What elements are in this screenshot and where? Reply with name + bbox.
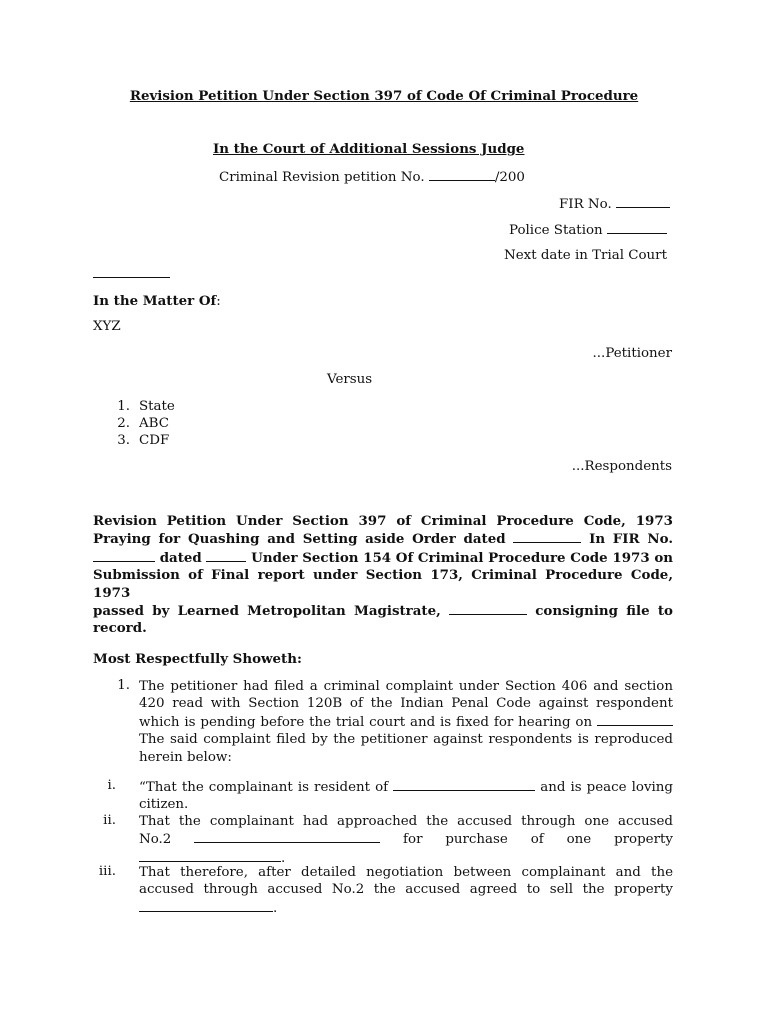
prayer-line-2 bbox=[93, 530, 673, 548]
paragraph-1 bbox=[139, 678, 673, 766]
paragraph-1-line-1: The petitioner had filed a criminal complaint under Section 406 and section bbox=[139, 679, 673, 694]
accused-name-blank bbox=[194, 830, 380, 843]
prayer-section-text: Under Section 154 Of Criminal Procedure Code 1973 on bbox=[251, 549, 673, 566]
hearing-text: which is pending before the trial court and is fixed for hearing on bbox=[139, 714, 593, 730]
document-title: Revision Petition Under Section 397 of Code Of Criminal Procedure bbox=[129, 88, 639, 104]
fir-blank bbox=[93, 549, 155, 562]
property-blank-2 bbox=[139, 899, 273, 912]
petition-number-line bbox=[219, 168, 525, 185]
respondents-role: ...Respondents bbox=[571, 459, 672, 474]
respondent-name-1: State bbox=[139, 399, 175, 414]
item-ii bbox=[139, 813, 673, 867]
police-station-blank bbox=[607, 221, 667, 234]
fir-number-blank bbox=[616, 195, 670, 208]
item-i-line-1 bbox=[139, 778, 673, 796]
item-ii-line-2 bbox=[139, 830, 673, 848]
petition-number-blank bbox=[429, 168, 495, 181]
purchase-text: purchase bbox=[445, 832, 508, 848]
magistrate-blank bbox=[449, 602, 527, 615]
prayer-magistrate-text: passed by Learned Metropolitan Magistrate, bbox=[93, 603, 441, 620]
item-ii-line-1: That the complainant had approached the accused through one accused bbox=[139, 814, 673, 829]
respondent-number-1: 1. bbox=[117, 399, 130, 414]
prayer-line-3 bbox=[93, 549, 673, 567]
item-iii-number: iii. bbox=[98, 864, 116, 879]
property-blank-1 bbox=[139, 849, 281, 862]
respondent-name-3: CDF bbox=[139, 433, 170, 448]
property-text: property bbox=[614, 832, 673, 848]
item-i bbox=[139, 778, 673, 814]
resident-text: “That the complainant is resident of bbox=[139, 780, 389, 795]
prayer-line-1: Revision Petition Under Section 397 of Criminal Procedure Code, 1973 bbox=[93, 513, 673, 529]
versus-label: Versus bbox=[327, 372, 373, 387]
order-date-blank bbox=[513, 530, 581, 543]
resident-blank bbox=[393, 778, 535, 791]
fir-number-label: FIR No. bbox=[559, 197, 612, 212]
matter-heading-text: In the Matter Of bbox=[93, 293, 217, 309]
for-text: for bbox=[403, 832, 423, 848]
prayer-line-4: Submission of Final report under Section 173, Criminal Procedure Code, 1973 bbox=[93, 567, 673, 601]
next-date-blank bbox=[93, 277, 170, 278]
item-iii-line-2: accused through accused No.2 the accused agreed to sell the property bbox=[139, 882, 673, 898]
prayer-line-5 bbox=[93, 602, 673, 620]
prayer-block bbox=[93, 513, 673, 638]
next-date-label: Next date in Trial Court bbox=[504, 248, 667, 263]
item-i-line-2: citizen. bbox=[139, 797, 189, 813]
police-station-label: Police Station bbox=[509, 223, 603, 238]
showeth-heading: Most Respectfully Showeth: bbox=[93, 651, 302, 667]
dated-blank bbox=[206, 549, 246, 562]
paragraph-1-number: 1. bbox=[117, 678, 130, 693]
petitioner-name: XYZ bbox=[93, 319, 121, 334]
prayer-line-6: record. bbox=[93, 620, 147, 637]
petition-number-suffix: /200 bbox=[494, 170, 525, 185]
item-iii bbox=[139, 864, 673, 917]
accused-no-text: No.2 bbox=[139, 832, 172, 848]
prayer-order-dated-text: Praying for Quashing and Setting aside Order dated bbox=[93, 531, 506, 548]
item-iii-period: . bbox=[273, 900, 278, 916]
item-ii-number: ii. bbox=[103, 813, 116, 828]
paragraph-1-line-5: herein below: bbox=[139, 749, 232, 765]
prayer-dated-text: dated bbox=[159, 549, 202, 566]
respondent-number-3: 3. bbox=[117, 433, 130, 448]
peace-loving-text: and is peace loving bbox=[540, 780, 673, 795]
hearing-date-blank bbox=[597, 713, 673, 726]
paragraph-1-line-2: 420 read with Section 120B of the Indian Penal Code against respondent bbox=[139, 696, 673, 712]
item-i-number: i. bbox=[107, 778, 116, 793]
fir-number-line bbox=[559, 195, 670, 212]
respondent-number-2: 2. bbox=[117, 416, 130, 431]
matter-heading bbox=[93, 293, 221, 309]
one-text: one bbox=[566, 832, 592, 848]
prayer-fir-text: In FIR No. bbox=[589, 531, 674, 548]
petition-number-label: Criminal Revision petition No. bbox=[219, 170, 425, 185]
of-text: of bbox=[530, 832, 544, 848]
paragraph-1-line-4: The said complaint filed by the petitioner against respondents is reproduced bbox=[139, 732, 673, 748]
respondent-name-2: ABC bbox=[139, 416, 170, 431]
prayer-consigning-text: consigning file to bbox=[535, 603, 673, 620]
court-heading: In the Court of Additional Sessions Judge bbox=[213, 141, 525, 157]
police-station-line bbox=[509, 221, 667, 238]
item-iii-line-3 bbox=[139, 899, 673, 917]
petitioner-role: ...Petitioner bbox=[592, 346, 672, 361]
item-iii-line-1: That therefore, after detailed negotiation between complainant and the bbox=[139, 865, 673, 880]
item-ii-period: . bbox=[281, 850, 286, 866]
paragraph-1-line-3 bbox=[139, 713, 673, 731]
matter-heading-colon: : bbox=[216, 294, 221, 309]
